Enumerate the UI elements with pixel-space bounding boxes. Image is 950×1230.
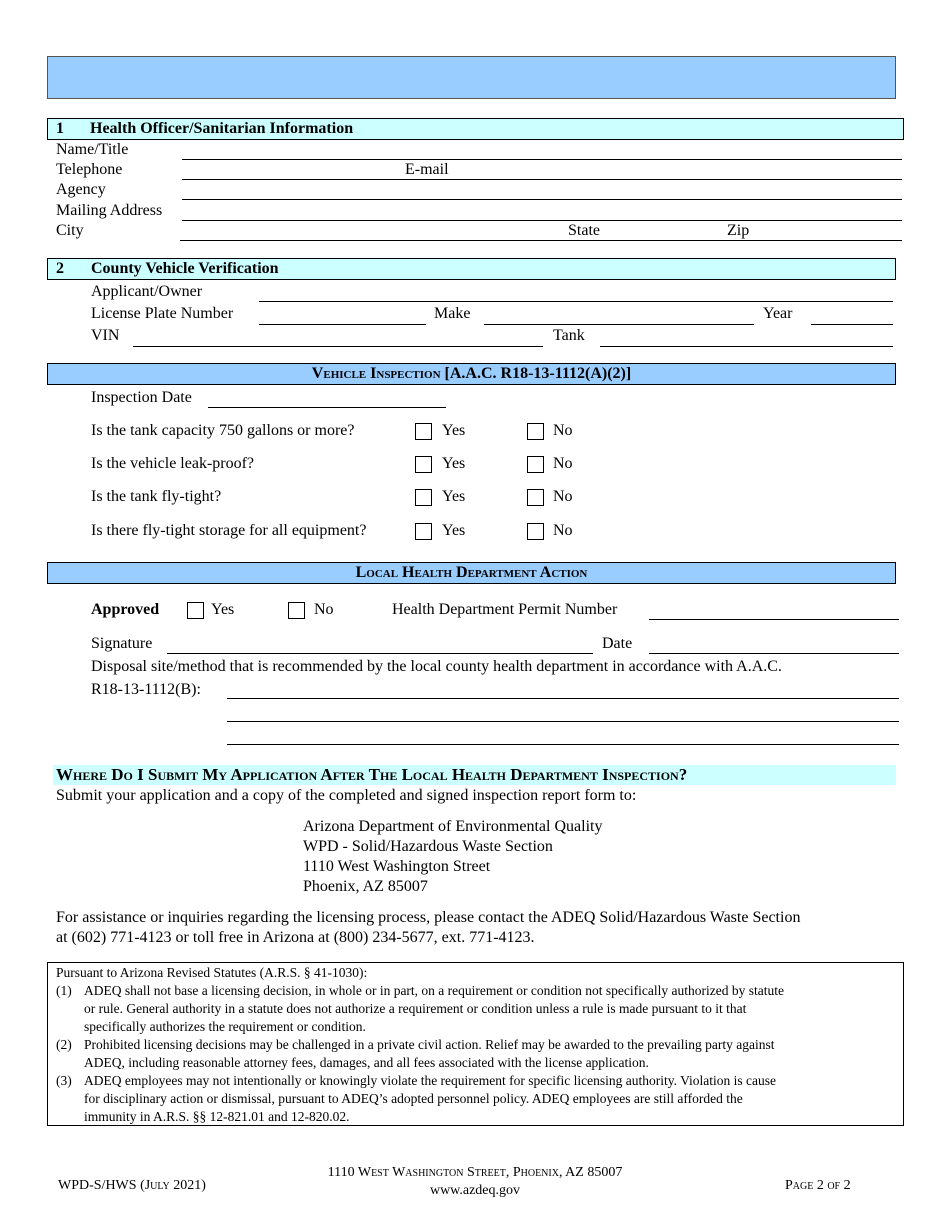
statute-3-line-3: immunity in A.R.S. §§ 12-821.01 and 12-820.02. <box>84 1109 350 1124</box>
approved-label: Approved <box>91 601 160 618</box>
disposal-text-line1: Disposal site/method that is recommended by the local county health department in accordance with A.A.C. <box>91 658 782 675</box>
form-date: (July 2021) <box>140 1178 206 1193</box>
statute-2-line-2: ADEQ, including reasonable attorney fees, damages, and all fees associated with the license application. <box>84 1055 649 1070</box>
license-plate-label: License Plate Number <box>91 305 234 322</box>
address-line-2: WPD - Solid/Hazardous Waste Section <box>303 838 553 855</box>
tank-field[interactable] <box>600 346 893 347</box>
signature-label: Signature <box>91 635 153 652</box>
email-label: E-mail <box>405 161 449 178</box>
assistance-line-2: at (602) 771-4123 or toll free in Arizona at (800) 234-5677, ext. 771-4123. <box>56 929 535 946</box>
section2-header <box>47 258 896 280</box>
tank-capacity-no-checkbox[interactable] <box>527 423 544 440</box>
vin-field[interactable] <box>133 346 543 347</box>
vehicle-inspection-title: Vehicle Inspection [A.A.C. R18-13-1112(A)(2)] <box>311 365 632 382</box>
form-code: WPD-S/HWS <box>58 1178 137 1193</box>
storage-yes-checkbox[interactable] <box>415 523 432 540</box>
telephone-email-field[interactable] <box>182 179 902 180</box>
fly-tight-no-checkbox[interactable] <box>527 489 544 506</box>
make-label: Make <box>434 305 471 322</box>
agency-label: Agency <box>56 181 106 198</box>
telephone-label: Telephone <box>56 161 123 178</box>
disposal-text-line2: R18-13-1112(B): <box>91 681 201 698</box>
statute-1-line-2: or rule. General authority in a statute does not authorize a requirement or condition unless a rule is made pursuant to it that <box>84 1001 747 1016</box>
applicant-owner-label: Applicant/Owner <box>91 283 203 300</box>
inspection-date-field[interactable] <box>208 407 446 408</box>
statute-1-line-1: ADEQ shall not base a licensing decision, in whole or in part, on a requirement or condition not specifically authorized by statute <box>84 983 784 998</box>
no-label: No <box>553 422 573 439</box>
footer-website[interactable]: www.azdeq.gov <box>429 1183 521 1198</box>
question-leak-proof: Is the vehicle leak-proof? <box>91 455 255 472</box>
permit-number-label: Health Department Permit Number <box>392 601 618 618</box>
section1-title: Health Officer/Sanitarian Information <box>90 120 354 137</box>
no-label: No <box>553 522 573 539</box>
make-field[interactable] <box>484 324 754 325</box>
footer-form-code <box>58 1178 206 1194</box>
section2-title: County Vehicle Verification <box>91 260 279 277</box>
question-fly-tight: Is the tank fly-tight? <box>91 488 222 505</box>
no-label: No <box>553 455 573 472</box>
action-date-field[interactable] <box>649 653 899 654</box>
footer-address: 1110 West Washington Street, Phoenix, AZ 85007 <box>327 1165 623 1180</box>
permit-number-field[interactable] <box>649 619 899 620</box>
approved-yes-checkbox[interactable] <box>187 602 204 619</box>
no-label: No <box>553 488 573 505</box>
yes-label: Yes <box>442 422 466 439</box>
tank-label: Tank <box>553 327 585 344</box>
assistance-line-1: For assistance or inquiries regarding the licensing process, please contact the ADEQ Solid/Hazardous Waste Section <box>56 909 801 926</box>
section1-number: 1 <box>56 120 64 137</box>
question-tank-capacity: Is the tank capacity 750 gallons or more? <box>91 422 355 439</box>
footer-center <box>275 1164 675 1200</box>
statutes-intro: Pursuant to Arizona Revised Statutes (A.R.S. § 41-1030): <box>56 965 368 980</box>
section2-number: 2 <box>56 260 64 277</box>
address-line-3: 1110 West Washington Street <box>303 858 491 875</box>
local-health-action-banner <box>47 562 896 584</box>
header-bar <box>47 56 896 99</box>
statute-2-line-1: Prohibited licensing decisions may be challenged in a private civil action. Relief may be awarded to the prevailing party against <box>84 1037 775 1052</box>
approved-yes-label: Yes <box>211 601 235 618</box>
address-line-4: Phoenix, AZ 85007 <box>303 878 428 895</box>
mailing-address-label: Mailing Address <box>56 202 163 219</box>
signature-field[interactable] <box>167 653 593 654</box>
yes-label: Yes <box>442 522 466 539</box>
state-label: State <box>568 222 600 239</box>
yes-label: Yes <box>442 455 466 472</box>
statute-3-line-2: for disciplinary action or dismissal, pursuant to ADEQ’s adopted personnel policy. ADEQ employees are still afforded the <box>84 1091 743 1106</box>
date-label: Date <box>602 635 633 652</box>
tank-capacity-yes-checkbox[interactable] <box>415 423 432 440</box>
submit-intro: Submit your application and a copy of the completed and signed inspection report form to: <box>56 787 637 804</box>
address-line-1: Arizona Department of Environmental Quality <box>303 818 603 835</box>
approved-no-checkbox[interactable] <box>288 602 305 619</box>
year-label: Year <box>763 305 793 322</box>
name-title-label: Name/Title <box>56 141 129 158</box>
statutes-box <box>47 962 904 1126</box>
question-storage: Is there fly-tight storage for all equipment? <box>91 522 367 539</box>
statute-number-3: (3) <box>56 1073 72 1088</box>
footer-page-number: Page 2 of 2 <box>785 1178 851 1193</box>
zip-label: Zip <box>727 222 750 239</box>
inspection-date-label: Inspection Date <box>91 389 192 406</box>
storage-no-checkbox[interactable] <box>527 523 544 540</box>
statute-number-1: (1) <box>56 983 72 998</box>
agency-field[interactable] <box>182 199 902 200</box>
statute-3-line-1: ADEQ employees may not intentionally or knowingly violate the requirement for specific licensing authority. Violation is cause <box>84 1073 777 1088</box>
city-state-zip-field[interactable] <box>180 240 902 241</box>
approved-no-label: No <box>314 601 334 618</box>
fly-tight-yes-checkbox[interactable] <box>415 489 432 506</box>
disposal-field-3[interactable] <box>227 744 899 745</box>
leak-proof-yes-checkbox[interactable] <box>415 456 432 473</box>
section1-header <box>47 118 904 140</box>
submit-heading: Where Do I Submit My Application After The Local Health Department Inspection? <box>56 765 688 784</box>
disposal-field-2[interactable] <box>227 721 899 722</box>
license-plate-field[interactable] <box>259 324 426 325</box>
submit-heading-bar <box>53 765 896 785</box>
local-health-action-title: Local Health Department Action <box>355 564 588 581</box>
vin-label: VIN <box>91 327 120 344</box>
statute-1-line-3: specifically authorizes the requirement or condition. <box>84 1019 366 1034</box>
leak-proof-no-checkbox[interactable] <box>527 456 544 473</box>
mailing-address-field[interactable] <box>182 220 902 221</box>
year-field[interactable] <box>811 324 893 325</box>
statute-number-2: (2) <box>56 1037 72 1052</box>
disposal-field-1[interactable] <box>227 698 899 699</box>
name-title-field[interactable] <box>182 159 902 160</box>
applicant-owner-field[interactable] <box>259 301 893 302</box>
yes-label: Yes <box>442 488 466 505</box>
vehicle-inspection-banner <box>47 363 896 385</box>
city-label: City <box>56 222 84 239</box>
